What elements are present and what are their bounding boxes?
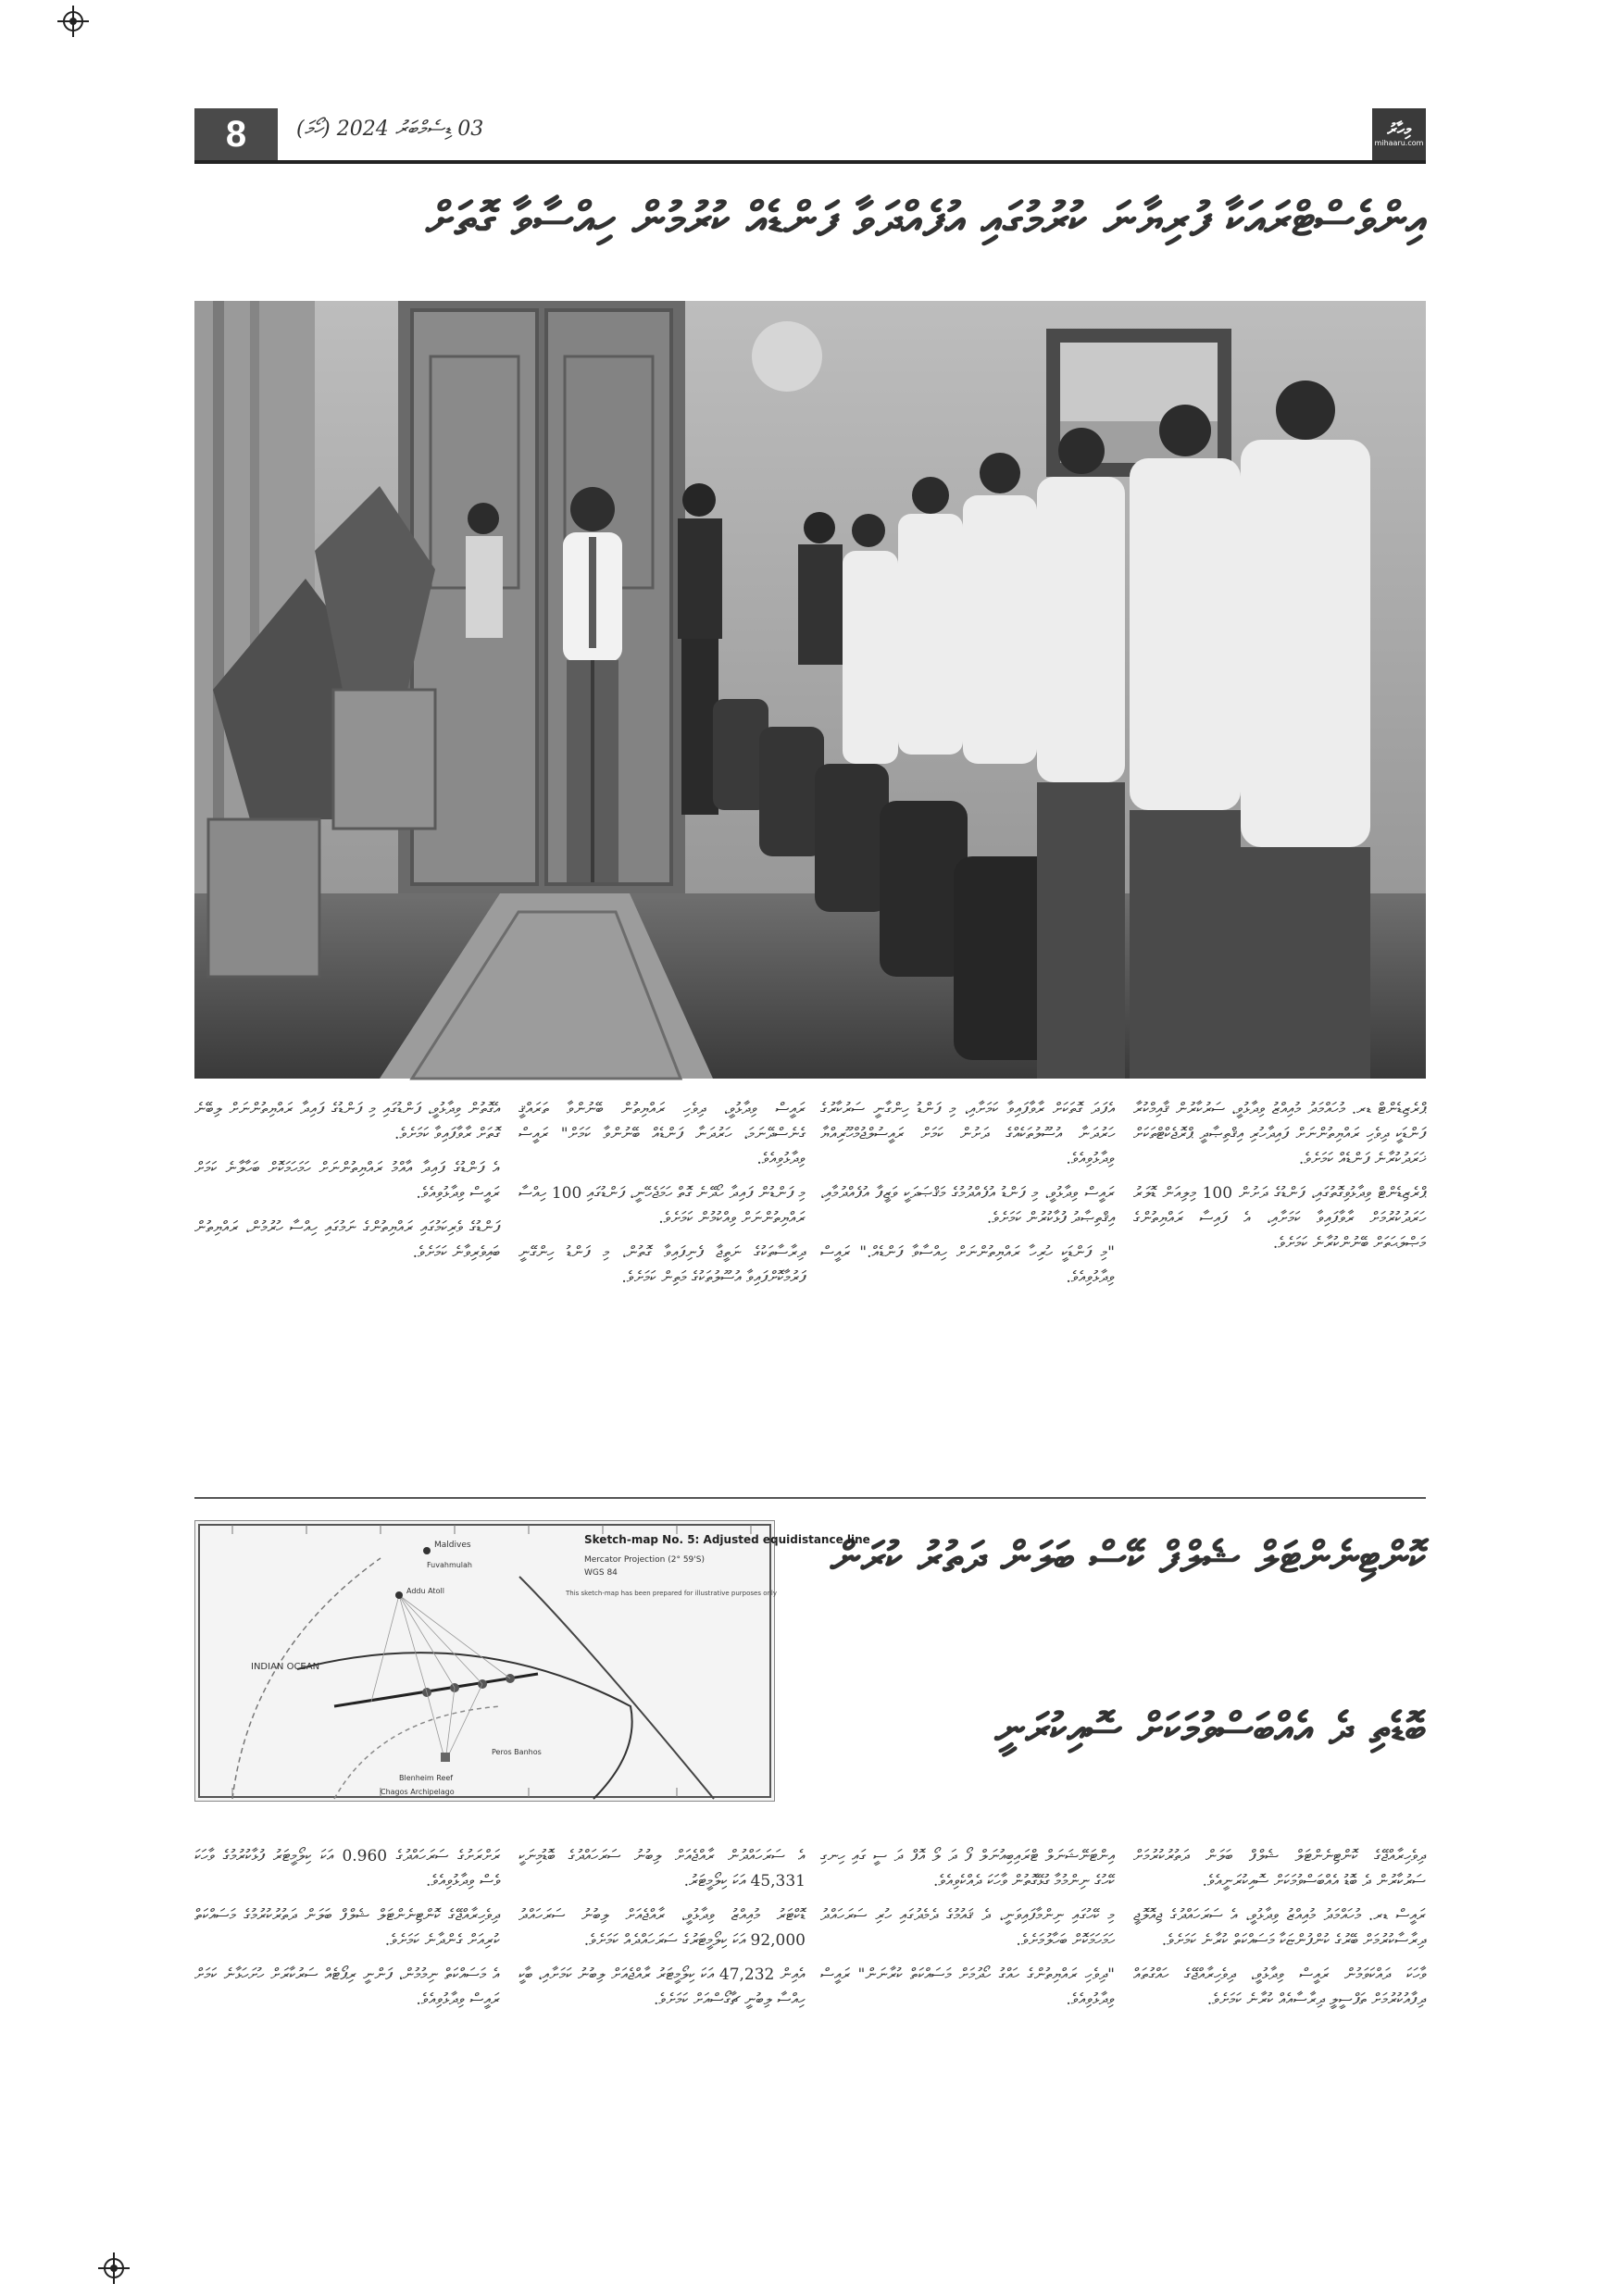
article-column [518,1097,806,1467]
paragraph: މި ކޭހުގައި ނިންމާފައިވަނީ، ދެ ޤައުމުގެ ދެމެދުގައި ހުރި ސަރަހައްދު ހަމަހަމަކޮށް ބަހާލުމަށެވެ. [820,1906,1115,1950]
news-photo [194,301,1426,1079]
paragraph: ދިރާސާތަކުގެ ނަތީޖާ ފެނިފައިވާ ގޮތުން، މި ފަންޑު ހިންގޭނީ ފަރުމާކޮށްފައިވާ އުސޫލުތަކުގެ މަތިން ކަމަށެވެ. [518,1243,806,1287]
map-projection: Mercator Projection (2° 59'S) [584,1555,705,1565]
logo-subtext: mihaaru.com [1374,138,1424,147]
map-label-fuvahmulah: Fuvahmulah [427,1561,472,1569]
article-column [194,1844,500,2150]
paragraph: "ދިވެހި ރައްޔިތުންގެ ހައްގު ހޯދުމަށް މަސައްކަތް ކުރާނަން" ރައީސް ވިދާޅުވިއެވެ. [820,1965,1115,2009]
map-label-peros: Peros Banhos [492,1748,542,1756]
sketch-map [194,1520,870,1802]
article-column [1133,1097,1426,1467]
article-column [194,1097,500,1467]
article-headline-line2: ބޮޑެތި ދެ އެއްބަސްވުމަކަށް ސޮއިކުރަނީ [994,1703,1426,1753]
map-title: Sketch-map No. 5: Adjusted equidistance line [584,1533,870,1546]
paragraph: ވާހަކަ ދައްކަވަމުން ރައީސް ވިދާޅުވީ، ދިވެހިރާއްޖޭގެ ހައްގުތައް ދިފާއުކުރުމަށް ތަފްސީލީ ދިރާސާއެއް ކުރާނެ ކަމަށެވެ. [1133,1965,1426,2009]
section-divider [194,1497,1426,1499]
article-headline: ކޮންޓިނެންޓަލް ޝެލްފް ކޭސް ބަލަން ދަތުރު ކުރަން [830,1532,1426,1582]
paragraph: އިންޓަނޭޝަނަލް ޓްރައިބިއުނަލް ފޯ ދަ ލޯ އޮފް ދަ ސީ ގައި ހިނގި ކޭހުގެ ނިންމުމާ ގުޅޭގޮތުން ވާހަކަ ދެއްކެވިއެވެ. [820,1847,1115,1890]
article-headline: އިންވެސްޓްރައަކާ ފުރިޔާނަ ކުރުމުގައި އުފެއްދަވާ ފަންޑެއް ކުރުމުން ހިއްސާވާ ގޮތަށް [426,193,1426,246]
map-note: This sketch-map has been prepared for illustrative purposes only [566,1590,778,1597]
paragraph: ރައީސް ވިދާޅުވީ، މި ފަންޑު އުފެއްދުމުގެ މަޤްޞަދަކީ ވަޒީފާ އުފެއްދުމާއި، އިޤްތިޞާދު ފުޅާކުރުން ކަމަށެވެ. [820,1184,1115,1228]
map-label-blenheim: Blenheim Reef [399,1774,454,1782]
paragraph: މި ފަންޑުން ފައިދާ ހޯދޭނެ ގޮތް ހަމަޖެހޭނީ، ފަންޑުގައި 100 ހިއްސާ ރައްޔިތުންނަށް ވިއްކުމުން ކަމަށެވެ. [518,1184,806,1228]
paragraph: އެ ފަންޑުގެ ފައިދާ އާއްމު ރައްޔިތުންނަށް ހަމަހަމަކޮށް ބަހާލާނެ ކަމަށް ރައީސް ވިދާޅުވިއެވެ. [194,1159,500,1203]
page-header [194,108,1426,164]
paragraph: ރަށްރަށުގެ ސަރަހައްދުގެ 0.960 އަކަ ކިލޯމީޓަރު ފުޅާކުރުމުގެ ވާހަކަ ވެސް ވިދާޅުވިއެވެ. [194,1847,501,1890]
paragraph: ފަންޑުގެ ވެރިކަމުގައި ރައްޔިތުންގެ ނަމުގައި ހިއްސާ ހުރުމުން، ރައްޔިތުން ބައިވެރިވާނެ ކަމަށެވެ. [194,1218,500,1262]
page-number: 8 [194,108,278,160]
paragraph: އެފަދަ ގޮތަކަށް ރާވާފައިވާ ކަމަށާއި، މި ފަންޑު ހިންގާނީ ސަރުކާރުގެ ހަރުދަނާ އުސޫލުތަކެއްގެ ދަށުން ކަމަށް ރައީސުލްޖުމްހޫރިއްޔާ ވިދާޅުވިއެވެ. [820,1100,1115,1168]
dateline: 03 ޑިސެމްބަރު 2024 (ހޯމަ) [296,118,484,141]
article-column [820,1844,1115,2150]
paragraph: ޕްރެޒިޑެންޓް ވިދާޅުވިގޮތުގައި، ފަންޑުގެ ދަށުން 100 މިލިއަން ޑޮލަރު ހަރަދުކުރުމަށް ރާވާފައިވާ ކަމަށާއި، އެ ފައިސާ ރައްޔިތުންގެ މަޞްލަޙަތަށް ބޭނުންކުރާނެ ކަމަށެވެ. [1133,1184,1426,1253]
map-label-maldives: Maldives [434,1541,471,1550]
map-label-chagos: Chagos Archipelago [381,1788,455,1796]
cabinet-meeting-photo [194,301,1426,1079]
paragraph: އެއިން 47,232 އަކަ ކިލޯމީޓަރު ރާއްޖެއަށް ލިބުނު ކަމަށާއި، ބާކީ ހިއްސާ ލިބުނީ ޗާގޯސްއަށް ކަމަށެވެ. [518,1965,806,2009]
article-column [1133,1844,1426,2150]
registration-mark [63,11,83,31]
paragraph: އެ މަސައްކަތް ނިމުމުން، ފަންނީ ރިޕޯޓެއް ސަރުކާރަށް ހުށަހަޅާނެ ކަމަށް ރައީސް ވިދާޅުވިއެވެ. [194,1965,500,2009]
map-label-addu: Addu Atoll [406,1587,444,1595]
article-column [820,1097,1115,1467]
paragraph: ރައީސް ވިދާޅުވީ، ދިވެހި ރައްޔިތުން ބޭނުންވާ ތަރައްޤީ ގެނެސްދޭނަމަ، ހަރުދަނާ ފަންޑެއް ބޭނުންވާ ކަމަށް" ރައީސް ވިދާޅުވިއެވެ. [518,1100,806,1168]
paragraph: އެ ސަރަހައްދުން ރާއްޖެއަށް ލިބުނު ސަރަހައްދުގެ ބޮޑުމިނަކީ 45,331 އަކަ ކިލޯމީޓަރު. [518,1847,806,1890]
paragraph: ދިވެހިރާއްޖޭގެ ކޮންޓިނެންޓަލް ޝެލްފް ބަލަން ދަތުރުކުރުމަށް ސަރުކާރުން ދެ ބޮޑު އެއްބަސްވުމަކަށް ސޮއިކުރަނީއެވެ. [1133,1847,1426,1890]
paragraph: ޑޮކްޓަރު މުއިއްޒު ވިދާޅުވީ، ރާއްޖެއަށް ލިބުނު ސަރަހައްދު 92,000 އަކަ ކިލޯމީޓަރުގެ ސަރަހައްދެއް ކަމަށެވެ. [518,1906,806,1950]
article-column [518,1844,806,2150]
logo-text: މިހާރު [1387,119,1411,140]
map-datum: WGS 84 [584,1568,618,1578]
paragraph: އެގޮތުން ވިދާޅުވީ، ފަންޑުގައި މި ފަންޑުގެ ފައިދާ ރައްޔިތުންނަށް ލިބޭނެ ގޮތަށް ރާވާފައިވާ ކަމަށެވެ. [194,1100,500,1143]
paragraph: ދިވެހިރާއްޖޭގެ ކޮންޓިނެންޓަލް ޝެލްފް ބަލަން ދަތުރުކުރުމުގެ މަސައްކަތް ކުރިއަށް ގެންދާނެ ކަމަށެވެ. [194,1906,500,1950]
newspaper-logo [1372,108,1426,160]
registration-mark [104,2258,124,2278]
paragraph: ޕްރެޒިޑެންޓް ޑރ. މުހައްމަދު މުއިއްޒު ވިދާޅުވީ، ސަރުކާރުން ޤާއިމްކުރާ ފަންޑަކީ ދިވެހި ރައްޔިތުންނަށް ފައިދާހުރި އިޤްތިޞާދީ ޕްރޮޖެކްޓްތަކަށް ޚަރަދުކުރާނެ ފަންޑެއް ކަމަށެވެ. [1133,1100,1426,1168]
maritime-boundary-map [195,1521,870,1801]
map-label-ocean: INDIAN OCEAN [251,1662,320,1672]
paragraph: "މި ފަންޑަކީ ހުރިހާ ރައްޔިތުންނަށް ހިއްސާވާ ފަންޑެއް." ރައީސް ވިދާޅުވިއެވެ. [820,1243,1115,1287]
paragraph: ރައީސް ޑރ. މުހައްމަދު މުއިއްޒު ވިދާޅުވީ، އެ ސަރަހައްދުގެ ޖިއޮލޮޖީ ދިރާސާކުރުމަށް ބޭރުގެ ކުންފުންޏަކާ މަސައްކަތް ކުރާނެ ކަމަށެވެ. [1133,1906,1426,1950]
